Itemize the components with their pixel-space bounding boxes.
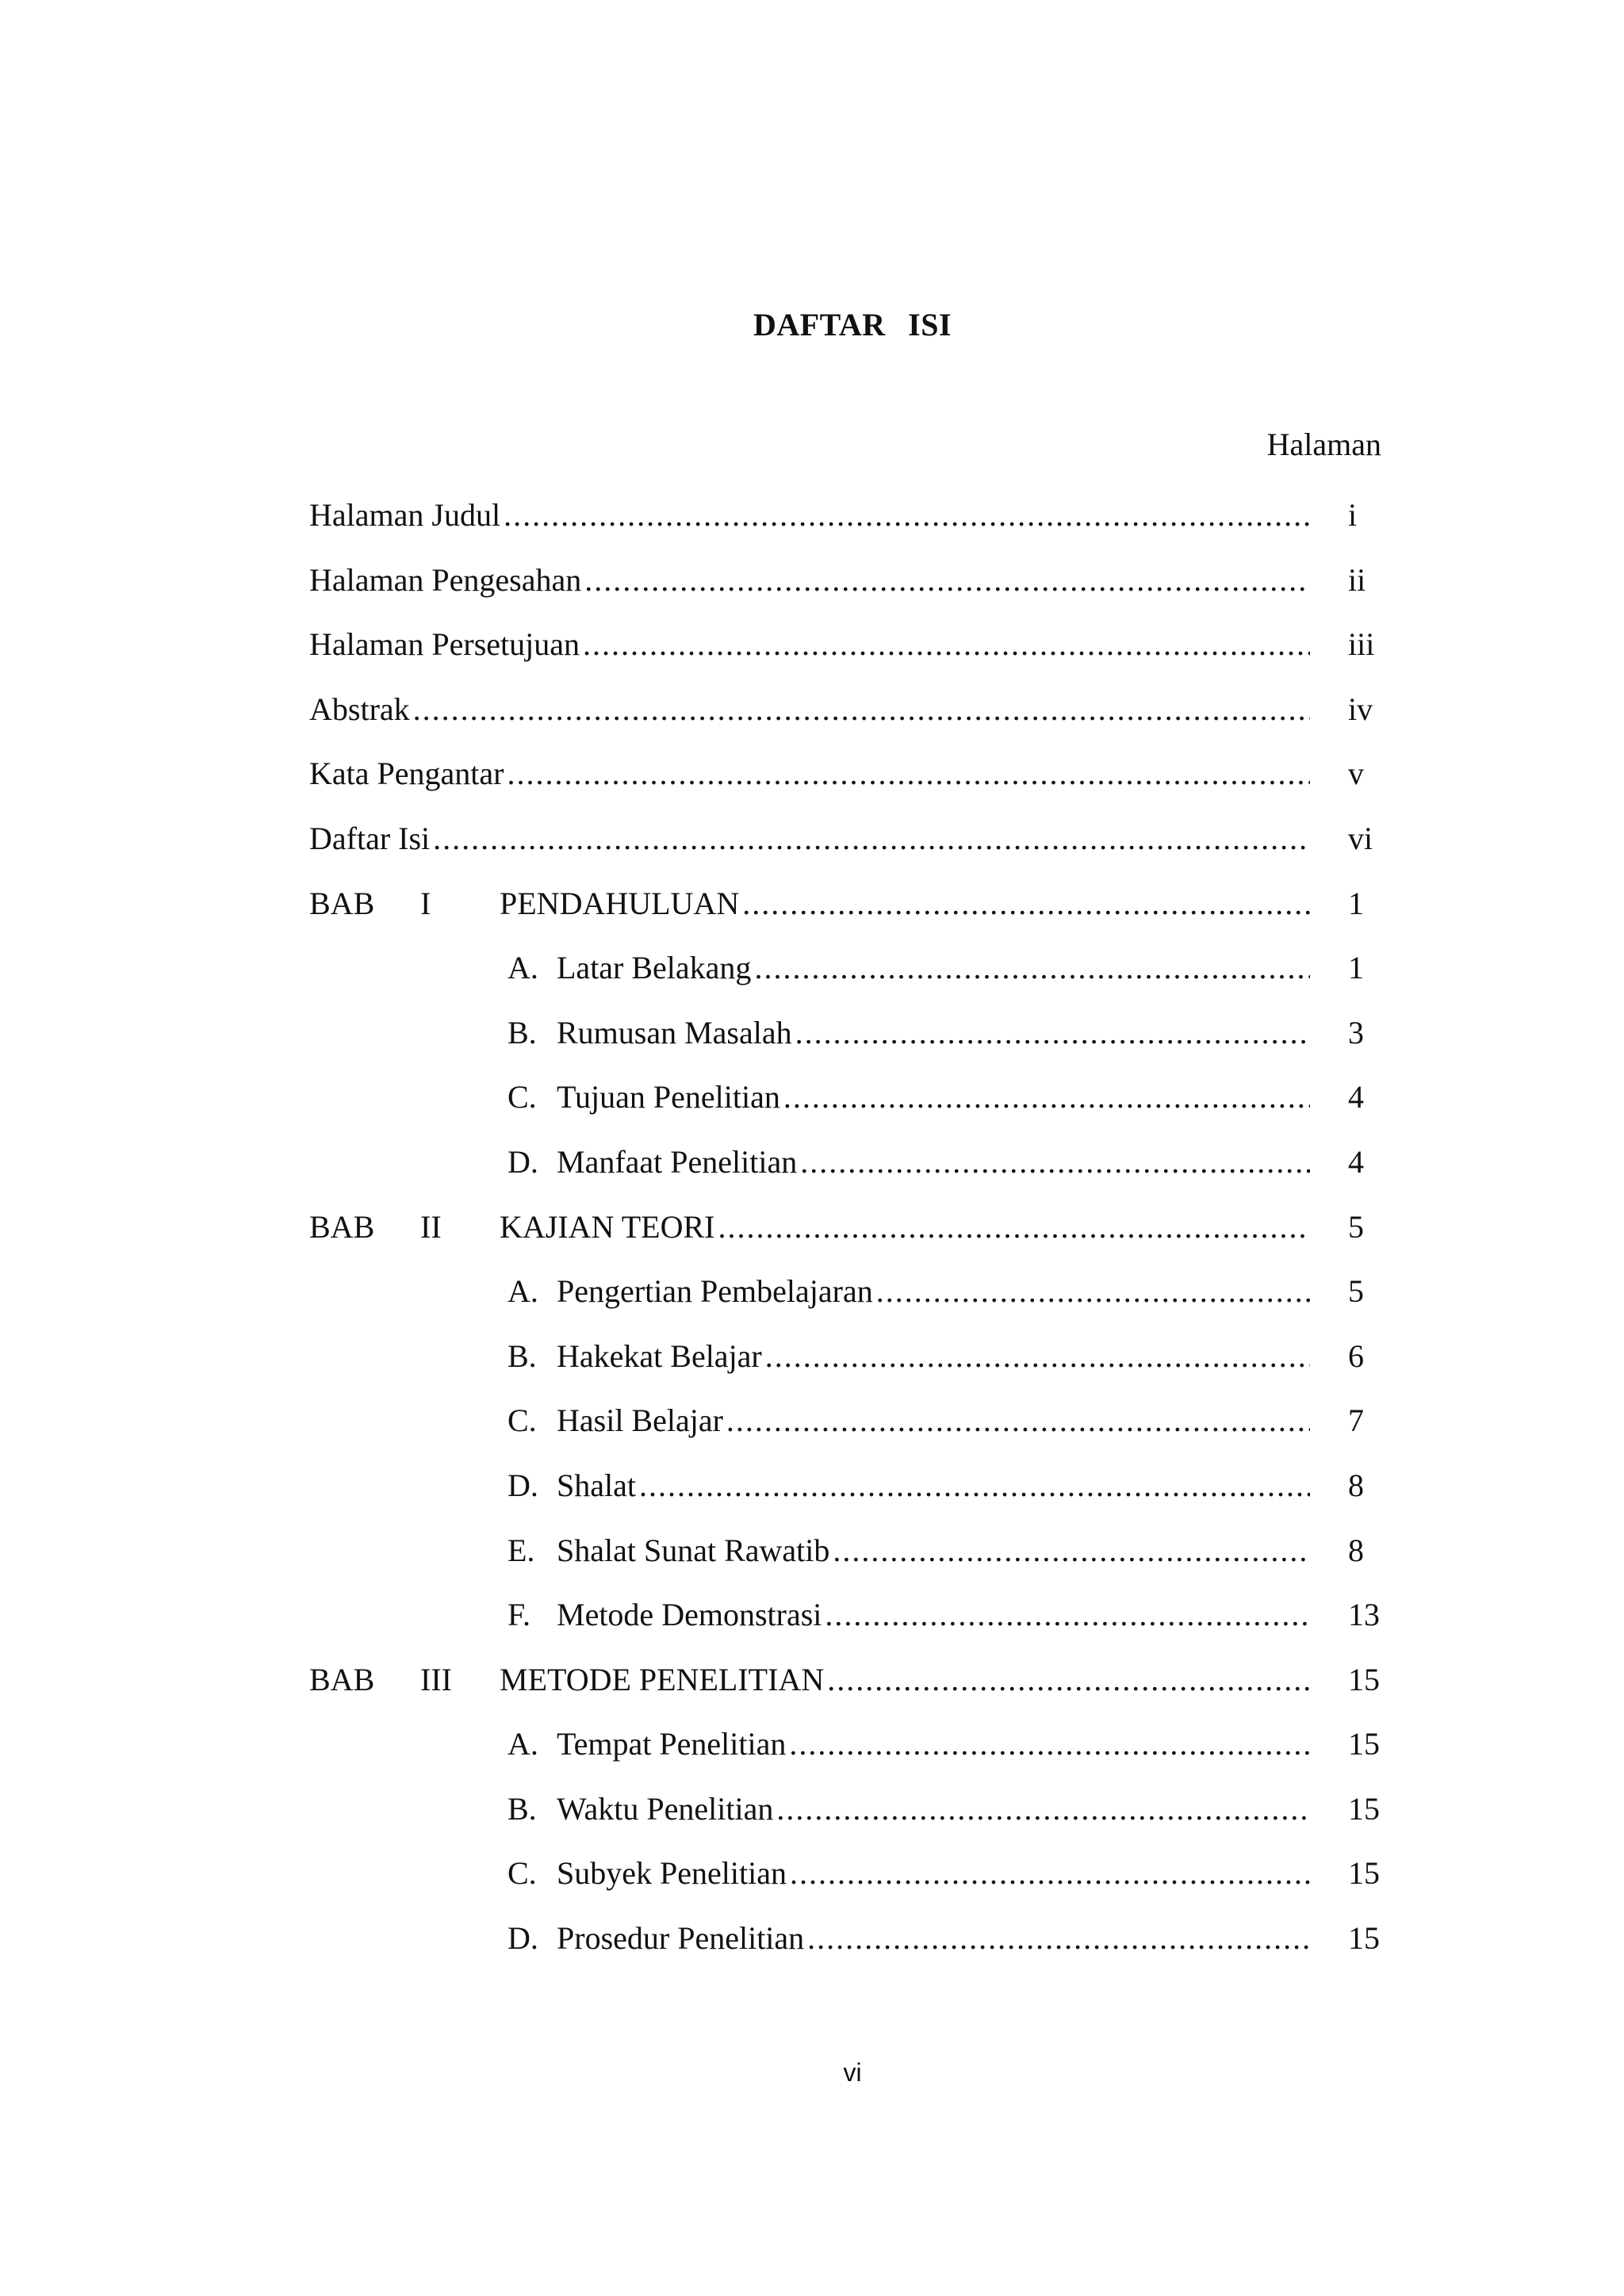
dot-leader [825, 1591, 1310, 1639]
dot-leader [639, 1462, 1310, 1510]
toc-entry-label: Halaman Persetujuan [309, 626, 580, 663]
toc-entry[interactable] [309, 815, 1310, 863]
toc-section-entry[interactable] [508, 1785, 1310, 1833]
chapter-bab-label: BAB [309, 1208, 375, 1245]
toc-page-number: vi [1348, 820, 1373, 856]
chapter-bab-label: BAB [309, 1661, 375, 1697]
toc-row-halaman-pengesahan [309, 557, 1388, 622]
toc-section-entry[interactable] [508, 1138, 1310, 1186]
toc-page-number: 7 [1348, 1402, 1364, 1439]
chapter-number: III [420, 1661, 452, 1697]
section-letter: A. [508, 1273, 538, 1310]
toc-page-number: 15 [1348, 1726, 1380, 1762]
toc-page-number: ii [1348, 561, 1366, 598]
section-label: Subyek Penelitian [557, 1855, 787, 1892]
section-letter: D. [508, 1920, 538, 1957]
toc-row-section [309, 1138, 1388, 1203]
toc-page-number: 13 [1348, 1597, 1380, 1633]
section-label: Pengertian Pembelajaran [557, 1273, 873, 1310]
toc-entry[interactable] [309, 750, 1310, 798]
toc-page-number: 15 [1348, 1855, 1380, 1892]
dot-leader [718, 1203, 1310, 1251]
dot-leader [833, 1527, 1310, 1575]
section-label: Metode Demonstrasi [557, 1597, 822, 1633]
dot-leader [742, 880, 1310, 928]
chapter-bab-label: BAB [309, 885, 375, 921]
dot-leader [795, 1009, 1310, 1057]
toc-page-number: iv [1348, 691, 1373, 727]
dot-leader [726, 1397, 1310, 1445]
toc-section-entry[interactable] [508, 1333, 1310, 1380]
toc-row-chapter-2 [309, 1203, 1388, 1269]
section-label: Latar Belakang [557, 950, 752, 986]
toc-row-halaman-judul [309, 492, 1388, 557]
toc-section-entry[interactable] [508, 1527, 1310, 1575]
toc-row-chapter-1 [309, 880, 1388, 945]
dot-leader [754, 944, 1310, 992]
toc-page-number: 5 [1348, 1273, 1364, 1310]
dot-leader [783, 1073, 1310, 1121]
toc-entry[interactable] [309, 686, 1310, 733]
toc-page-number: 1 [1348, 950, 1364, 986]
section-label: Rumusan Masalah [557, 1014, 792, 1050]
dot-leader [584, 557, 1310, 604]
chapter-number: I [420, 885, 431, 921]
toc-row-section [309, 1009, 1388, 1074]
toc-entry[interactable] [309, 621, 1310, 668]
dot-leader [827, 1656, 1310, 1704]
section-letter: C. [508, 1855, 537, 1892]
toc-row-section [309, 1915, 1388, 1980]
toc-row-section [309, 1462, 1388, 1527]
dot-leader [504, 492, 1310, 539]
toc-row-kata-pengantar [309, 750, 1388, 815]
toc-entry[interactable] [309, 492, 1310, 539]
section-label: Shalat Sunat Rawatib [557, 1532, 830, 1568]
dot-leader [790, 1850, 1310, 1897]
toc-chapter-entry[interactable] [500, 880, 1310, 928]
section-letter: C. [508, 1402, 537, 1439]
toc-row-chapter-3 [309, 1656, 1388, 1721]
dot-leader [800, 1138, 1310, 1186]
table-of-contents [309, 492, 1388, 1980]
chapter-title: KAJIAN TEORI [500, 1208, 715, 1245]
toc-section-entry[interactable] [508, 1915, 1310, 1962]
toc-row-section [309, 1268, 1388, 1333]
dot-leader [807, 1915, 1310, 1962]
toc-row-section [309, 1785, 1388, 1850]
toc-page-number: 6 [1348, 1337, 1364, 1374]
toc-entry-label: Halaman Judul [309, 497, 501, 533]
toc-row-abstrak [309, 686, 1388, 751]
toc-section-entry[interactable] [508, 1268, 1310, 1315]
section-letter: E. [508, 1532, 535, 1568]
toc-row-daftar-isi [309, 815, 1388, 880]
section-label: Shalat [557, 1467, 636, 1503]
toc-entry-label: Abstrak [309, 691, 410, 727]
dot-leader [507, 750, 1310, 798]
chapter-number: II [420, 1208, 442, 1245]
toc-page-number: 4 [1348, 1143, 1364, 1180]
toc-row-section [309, 1397, 1388, 1462]
toc-section-entry[interactable] [508, 944, 1310, 992]
toc-row-section [309, 944, 1388, 1009]
toc-page-number: i [1348, 497, 1358, 533]
section-label: Tujuan Penelitian [557, 1079, 780, 1115]
dot-leader [765, 1333, 1310, 1380]
chapter-title: METODE PENELITIAN [500, 1661, 825, 1697]
toc-page-number: 8 [1348, 1467, 1364, 1503]
dot-leader [776, 1785, 1310, 1833]
dot-leader [789, 1720, 1310, 1768]
toc-page-number: 15 [1348, 1920, 1380, 1957]
dot-leader [876, 1268, 1310, 1315]
section-label: Tempat Penelitian [557, 1726, 787, 1762]
section-label: Prosedur Penelitian [557, 1920, 805, 1957]
toc-page-number: iii [1348, 626, 1375, 663]
page-title: DAFTAR ISI [753, 307, 952, 342]
toc-entry-label: Daftar Isi [309, 820, 431, 856]
toc-section-entry[interactable] [508, 1850, 1310, 1897]
footer-page-number: vi [843, 2058, 862, 2087]
chapter-title: PENDAHULUAN [500, 885, 740, 921]
toc-section-entry[interactable] [508, 1009, 1310, 1057]
toc-row-section [309, 1333, 1388, 1398]
section-letter: B. [508, 1014, 537, 1050]
section-letter: D. [508, 1143, 538, 1180]
section-label: Manfaat Penelitian [557, 1143, 798, 1180]
section-letter: D. [508, 1467, 538, 1503]
toc-section-entry[interactable] [508, 1397, 1310, 1445]
toc-entry-label: Kata Pengantar [309, 756, 504, 792]
toc-row-halaman-persetujuan [309, 621, 1388, 686]
section-label: Hakekat Belajar [557, 1337, 762, 1374]
toc-page-number: 15 [1348, 1661, 1380, 1697]
toc-row-section [309, 1527, 1388, 1592]
toc-row-section [309, 1850, 1388, 1915]
section-label: Hasil Belajar [557, 1402, 723, 1439]
toc-section-entry[interactable] [508, 1591, 1310, 1639]
toc-row-section [309, 1720, 1388, 1785]
toc-page-number: 4 [1348, 1079, 1364, 1115]
section-letter: B. [508, 1337, 537, 1374]
section-letter: C. [508, 1079, 537, 1115]
dot-leader [583, 621, 1310, 668]
dot-leader [413, 686, 1310, 733]
toc-row-section [309, 1591, 1388, 1656]
toc-row-section [309, 1073, 1388, 1138]
toc-entry-label: Halaman Pengesahan [309, 561, 582, 598]
dot-leader [433, 815, 1310, 863]
section-letter: B. [508, 1790, 537, 1827]
section-letter: A. [508, 1726, 538, 1762]
toc-chapter-entry[interactable] [500, 1656, 1310, 1704]
toc-section-entry[interactable] [508, 1462, 1310, 1510]
toc-page-number: 15 [1348, 1790, 1380, 1827]
toc-section-entry[interactable] [508, 1073, 1310, 1121]
section-label: Waktu Penelitian [557, 1790, 774, 1827]
toc-page-number: v [1348, 756, 1364, 792]
toc-entry[interactable] [309, 557, 1310, 604]
toc-page-number: 3 [1348, 1014, 1364, 1050]
toc-page-number: 5 [1348, 1208, 1364, 1245]
toc-page-number: 1 [1348, 885, 1364, 921]
toc-page-number: 8 [1348, 1532, 1364, 1568]
toc-chapter-entry[interactable] [500, 1203, 1310, 1251]
section-letter: A. [508, 950, 538, 986]
toc-section-entry[interactable] [508, 1720, 1310, 1768]
page-column-header: Halaman [1266, 427, 1381, 462]
section-letter: F. [508, 1597, 531, 1633]
